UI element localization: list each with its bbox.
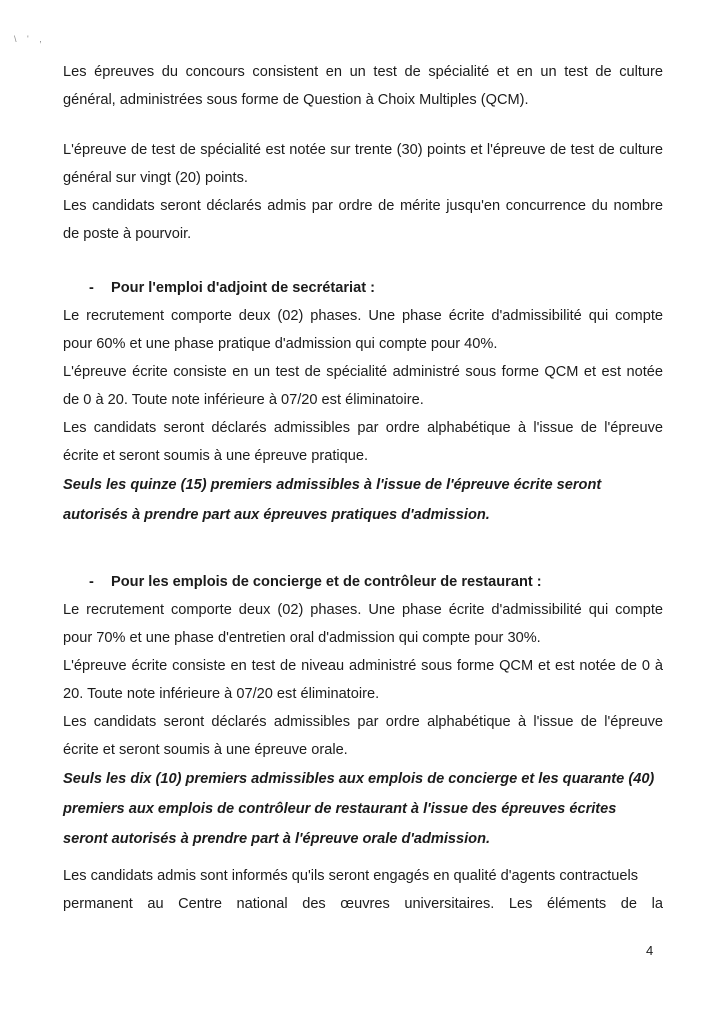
intro-paragraph-3: Les candidats seront déclarés admis par ordre de mérite jusqu'en concurrence du nombre de poste à pourvoir. — [63, 198, 663, 242]
closing-line-1: Les candidats admis sont informés qu'ils seront engagés en qualité d'agents contractuels — [63, 868, 639, 884]
secretariat-emphasis: Seuls les quinze (15) premiers admissibles à l'issue de l'épreuve écrite seront autorisés à prendre part aux épreuves pratiques d'admission. — [63, 477, 602, 523]
heading-dash: - — [89, 574, 94, 590]
intro-paragraph-1: Les épreuves du concours consistent en un test de spécialité et en un test de culture général, administrées sous forme de Question à Choix Multiples (QCM). — [63, 64, 663, 108]
scan-marks: \ ' , — [14, 34, 46, 44]
concierge-paragraph-3: Les candidats seront déclarés admissibles par ordre alphabétique à l'issue de l'épreuve écrite et seront soumis à une épreuve orale. — [63, 714, 663, 758]
closing-word: universitaires. — [404, 896, 495, 912]
closing-word: éléments — [547, 896, 607, 912]
closing-word: Les — [508, 896, 533, 912]
closing-word: la — [651, 896, 663, 912]
section-heading-secretariat — [63, 274, 663, 302]
section-heading-concierge-controleur — [63, 568, 663, 596]
secretariat-paragraph-1: Le recrutement comporte deux (02) phases. Une phase écrite d'admissibilité qui compte pour 60% et une phase pratique d'admission qui compte pour 40%. — [63, 308, 663, 352]
concierge-emphasis: Seuls les dix (10) premiers admissibles aux emplois de concierge et les quarante (40) premiers aux emplois de contrôleur de restaurant à l'issue des épreuves écrites seront autorisés à prendre part à l'épreuve orale d'admission. — [63, 771, 655, 847]
heading-title: Pour l'emploi d'adjoint de secrétariat : — [111, 280, 376, 296]
closing-word: permanent — [63, 896, 133, 912]
closing-line-2 — [63, 890, 663, 918]
closing-word: de — [620, 896, 638, 912]
concierge-paragraph-1: Le recrutement comporte deux (02) phases. Une phase écrite d'admissibilité qui compte pour 70% et une phase d'entretien oral d'admission qui compte pour 30%. — [63, 602, 663, 646]
closing-word: œuvres — [340, 896, 390, 912]
closing-word: Centre — [178, 896, 222, 912]
heading-title: Pour les emplois de concierge et de contrôleur de restaurant : — [111, 574, 542, 590]
closing-word: national — [236, 896, 288, 912]
page-number: 4 — [646, 943, 654, 958]
page-content — [63, 58, 663, 918]
secretariat-paragraph-3: Les candidats seront déclarés admissibles par ordre alphabétique à l'issue de l'épreuve écrite et seront soumis à une épreuve pratique. — [63, 420, 663, 464]
heading-dash: - — [89, 280, 94, 296]
intro-paragraph-2: L'épreuve de test de spécialité est notée sur trente (30) points et l'épreuve de test de culture général sur vingt (20) points. — [63, 142, 663, 186]
secretariat-paragraph-2: L'épreuve écrite consiste en un test de spécialité administré sous forme QCM et est notée de 0 à 20. Toute note inférieure à 07/20 est éliminatoire. — [63, 364, 663, 408]
concierge-paragraph-2: L'épreuve écrite consiste en test de niveau administré sous forme QCM et est notée de 0 à 20. Toute note inférieure à 07/20 est éliminatoire. — [63, 658, 663, 702]
closing-word: des — [302, 896, 326, 912]
closing-word: au — [147, 896, 164, 912]
